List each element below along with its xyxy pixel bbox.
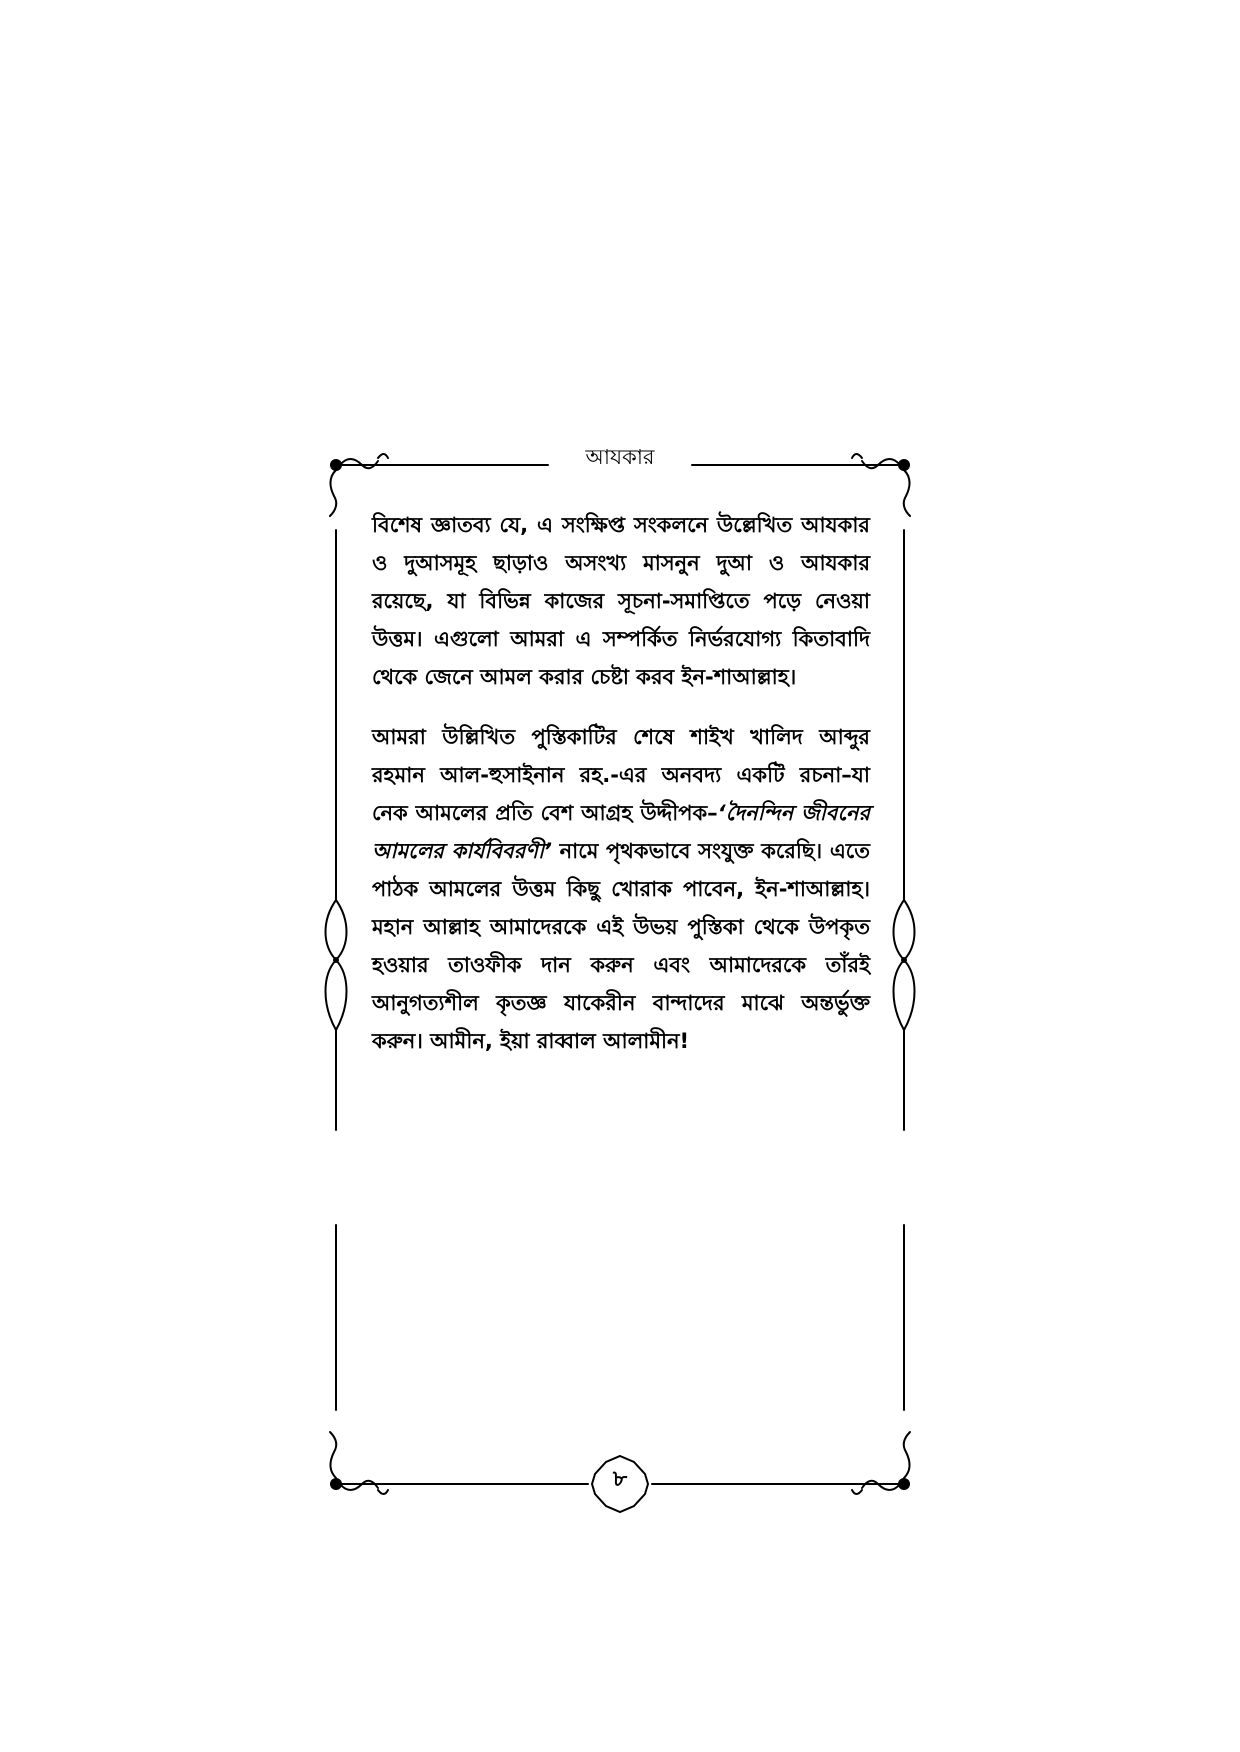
right-loop-dot (901, 957, 907, 963)
body-text (372, 506, 870, 1082)
left-loop-dot (333, 957, 339, 963)
paragraph-2-text-end: নামে পৃথকভাবে সংযুক্ত করেছি। এতে পাঠক আমলের উত্তম কিছু খোরাক পাবেন, ইন-শাআল্লাহ। মহান আল্লাহ আমাদেরকে এই উভয় পুস্তিকা থেকে উপকৃত হওয়ার তাওফীক দান করুন এবং আমাদেরকে তাঁরই আনুগত্যশীল কৃতজ্ঞ যাকেরীন বান্দাদের মাঝে অন্তর্ভুক্ত করুন। আমীন, ইয়া রাব্বাল আলামীন! (372, 839, 870, 1053)
corner-dot-bottom-left (330, 1478, 342, 1490)
page-number: ৮ (612, 1467, 628, 1492)
corner-dot-top-left (330, 459, 342, 471)
book-title-italic: ‘দৈনন্দিন জীবনের আমলের কার্যবিবরণী’ (372, 801, 870, 863)
corner-dot-top-right (898, 459, 910, 471)
paragraph-2-text-start: আমরা উল্লিখিত পুস্তিকাটির শেষে শাইখ খালিদ আব্দুর রহমান আল-হুসাইনান রহ.-এর অনবদ্য একটি রচনা–যা নেক আমলের প্রতি বেশ আগ্রহ উদ্দীপক– (372, 725, 870, 825)
running-header-title: আযকার (585, 445, 655, 469)
paragraph-2 (372, 718, 870, 1060)
corner-dot-bottom-right (898, 1478, 910, 1490)
right-side-loop-ornament (894, 900, 915, 1030)
paragraph-1: বিশেষ জ্ঞাতব্য যে, এ সংক্ষিপ্ত সংকলনে উল্লেখিত আযকার ও দুআসমূহ ছাড়াও অসংখ্য মাসনুন দুআ ও আযকার রয়েছে, যা বিভিন্ন কাজের সূচনা-সমাপ্তিতে পড়ে নেওয়া উত্তম। এগুলো আমরা এ সম্পর্কিত নির্ভরযোগ্য কিতাবাদি থেকে জেনে আমল করার চেষ্টা করব ইন-শাআল্লাহ। (372, 513, 870, 689)
left-side-loop-ornament (326, 900, 347, 1030)
